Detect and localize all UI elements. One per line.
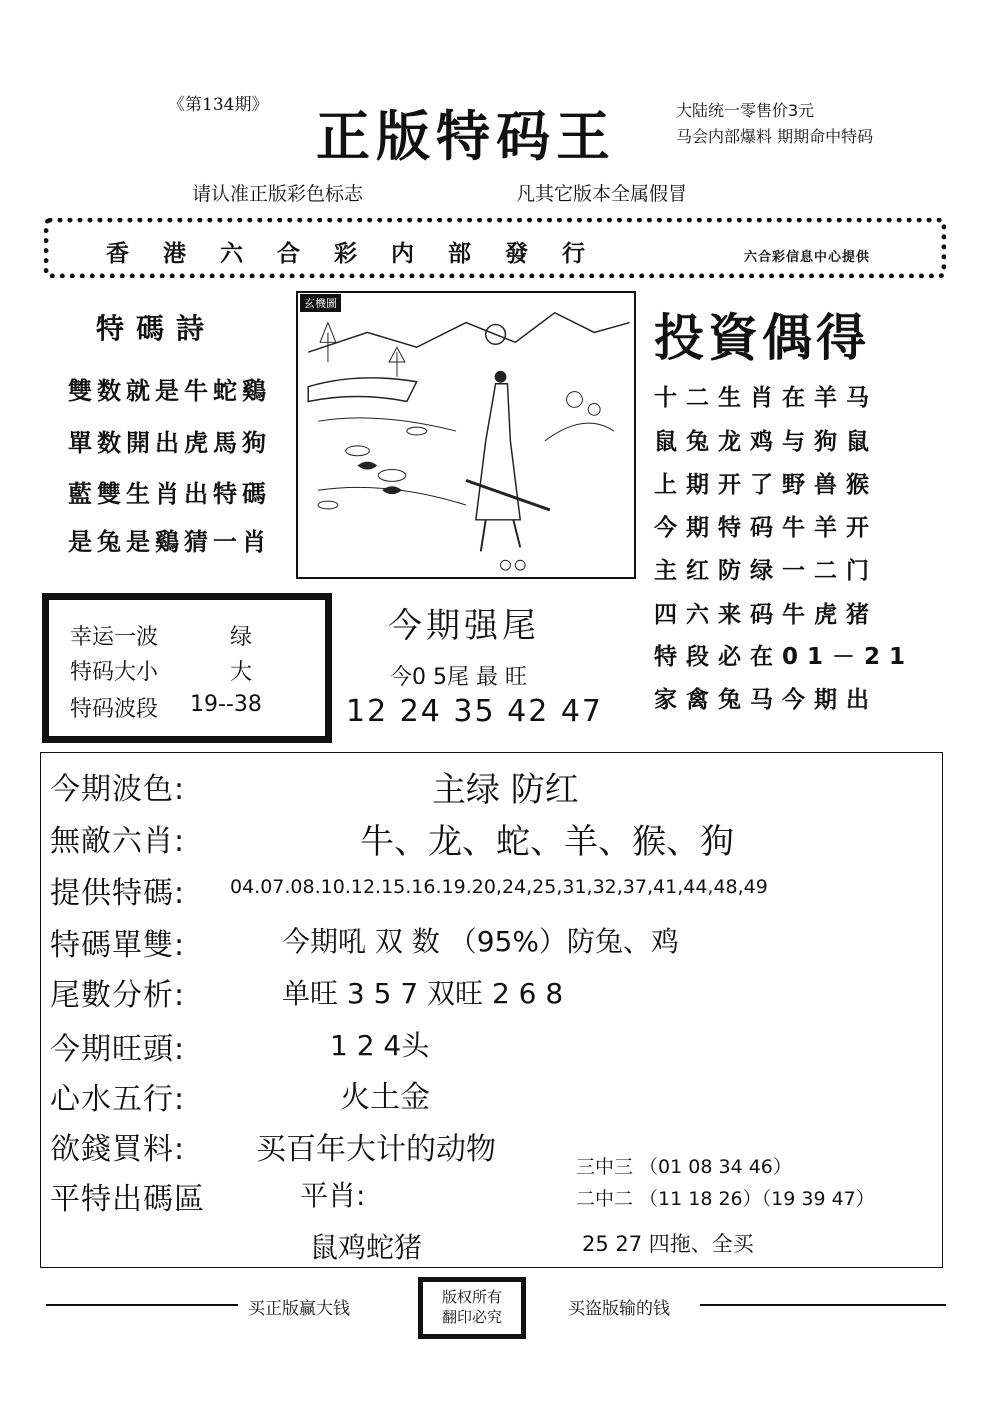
footer-divider	[46, 1304, 238, 1306]
page-title: 正版特码王	[316, 104, 616, 168]
size-value: 大	[230, 660, 253, 685]
poem-line: 是兔是鷄猜一肖	[68, 528, 271, 556]
codes-label: 提供特碼:	[50, 876, 186, 911]
invest-line: 主红防绿一二门	[654, 558, 878, 584]
wave-color-label: 今期波色:	[50, 772, 186, 807]
range-value: 19--38	[190, 692, 262, 717]
wave-color-value: 主绿 防红	[432, 770, 579, 810]
illustration-drawing	[298, 293, 634, 577]
price-note: 大陆统一零售价3元	[676, 101, 815, 120]
invest-line: 四六来码牛虎猪	[654, 602, 878, 628]
lucky-wave-value: 绿	[230, 625, 253, 650]
strong-tail-sub: 今0 5尾 最 旺	[390, 665, 527, 690]
odd-even-value: 今期吼 双 数 （95%）防兔、鸡	[282, 925, 679, 958]
poem-line: 單数開出虎馬狗	[68, 429, 271, 457]
tagline: 马会内部爆料 期期命中特码	[676, 127, 874, 146]
four-drag: 25 27 四拖、全买	[582, 1232, 754, 1256]
six-zodiac-value: 牛、龙、蛇、羊、猴、狗	[360, 822, 734, 862]
head-label: 今期旺頭:	[50, 1032, 186, 1067]
odd-even-label: 特碼單雙:	[50, 928, 186, 963]
invest-line: 上期开了野兽猴	[654, 472, 878, 498]
poem-line: 雙数就是牛蛇鷄	[68, 377, 271, 405]
strong-tail-title: 今期强尾	[388, 606, 540, 646]
codes-value: 04.07.08.10.12.15.16.19.20,24,25,31,32,37,41,44,48,49	[230, 876, 768, 898]
banner-title: 香港六合彩内部發行	[106, 241, 619, 267]
invest-line: 十二生肖在羊马	[654, 385, 878, 411]
invest-line: 今期特码牛羊开	[654, 515, 878, 541]
footer-right-slogan: 买盗版输的钱	[568, 1299, 670, 1319]
head-value: 1 2 4头	[330, 1029, 430, 1062]
size-label: 特码大小	[70, 660, 159, 685]
copyright-stamp	[418, 1277, 526, 1339]
banner-provider: 六合彩信息中心提供	[744, 250, 871, 265]
poem-title: 特碼詩	[96, 312, 217, 345]
ping-value: 平肖:	[300, 1179, 366, 1212]
two-of-two: 二中二 （11 18 26）（19 39 47）	[576, 1188, 875, 1210]
footer-divider	[700, 1304, 946, 1306]
poem-line: 藍雙生肖出特碼	[68, 480, 271, 508]
authenticity-notice: 请认准正版彩色标志	[192, 183, 364, 205]
tail-analysis-value: 单旺 3 5 7 双旺 2 6 8	[282, 977, 564, 1010]
stamp-line: 版权所有	[441, 1288, 502, 1306]
buy-value: 买百年大计的动物	[256, 1132, 496, 1167]
range-label: 特码波段	[70, 697, 159, 722]
invest-line: 鼠兔龙鸡与狗鼠	[654, 429, 878, 455]
tail-analysis-label: 尾數分析:	[50, 978, 186, 1013]
buy-label: 欲錢買料:	[50, 1132, 186, 1167]
wuxing-value: 火土金	[340, 1080, 430, 1115]
ping-animals: 鼠鸡蛇猪	[310, 1231, 423, 1264]
stamp-line: 翻印必究	[441, 1308, 502, 1326]
three-of-three: 三中三 （01 08 34 46）	[576, 1156, 792, 1178]
wuxing-label: 心水五行:	[50, 1082, 186, 1117]
invest-title: 投資偶得	[654, 309, 870, 367]
invest-line: 特段必在01－21	[654, 644, 915, 670]
counterfeit-notice: 凡其它版本全属假冒	[516, 183, 688, 205]
issue-number: 《第134期》	[168, 95, 269, 115]
footer-left-slogan: 买正版赢大钱	[248, 1299, 350, 1319]
lucky-wave-label: 幸运一波	[70, 625, 159, 650]
ping-label: 平特出碼區	[50, 1182, 205, 1217]
six-zodiac-label: 無敵六肖:	[50, 824, 186, 859]
illustration-tag: 玄機圖	[300, 294, 341, 312]
riddle-illustration	[296, 291, 636, 579]
invest-line: 家禽兔马今期出	[654, 687, 878, 713]
strong-tail-numbers: 12 24 35 42 47	[346, 694, 604, 729]
